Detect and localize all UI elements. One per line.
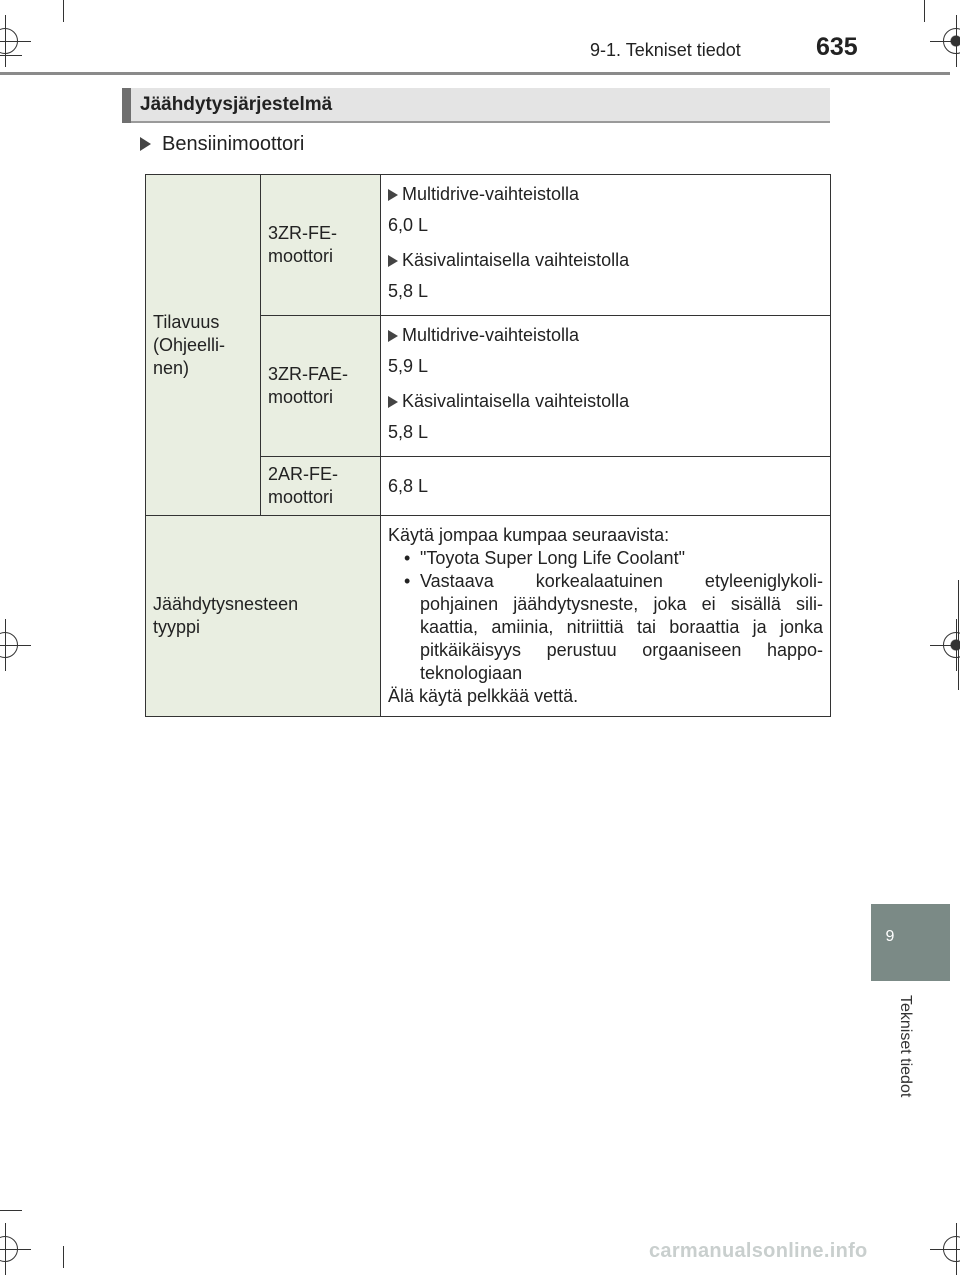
capacity-value: 6,0 L <box>388 215 429 235</box>
watermark: carmanualsonline.info <box>649 1240 868 1262</box>
capacity-value: 5,8 L <box>388 281 429 301</box>
header-divider <box>0 72 950 75</box>
capacity-value: 5,9 L <box>388 356 429 376</box>
section-header: 9-1. Tekniset tiedot <box>590 40 741 60</box>
arrow-right-icon <box>388 255 398 267</box>
capacity-value-cell <box>381 457 831 516</box>
page-number: 635 <box>816 33 858 61</box>
engine-type-label: Bensiinimoottori <box>162 133 305 155</box>
registration-mark <box>943 28 960 54</box>
crop-mark <box>924 0 925 22</box>
coolant-list <box>388 547 823 685</box>
transmission-label: Käsivalintaisella vaihteistolla <box>402 250 630 270</box>
chapter-number: 9 <box>885 928 895 945</box>
registration-mark <box>0 632 18 658</box>
engine-name-cell <box>261 316 381 457</box>
arrow-right-icon <box>140 137 151 151</box>
transmission-label: Multidrive-vaihteistolla <box>402 325 580 345</box>
coolant-type-cell <box>381 516 831 717</box>
list-item: • "Toyota Super Long Life Coolant" <box>388 547 823 570</box>
capacity-value-cell <box>381 175 831 316</box>
engine-name-cell <box>261 175 381 316</box>
engine-name: 3ZR-FE-moottori <box>268 223 337 266</box>
transmission-label: Multidrive-vaihteistolla <box>402 184 580 204</box>
crop-mark <box>0 1210 22 1211</box>
registration-mark <box>0 1236 18 1262</box>
engine-name-cell <box>261 457 381 516</box>
capacity-label: Tilavuus (Ohjeelli-nen) <box>153 311 226 378</box>
transmission-label: Käsivalintaisella vaihteistolla <box>402 391 630 411</box>
capacity-value-cell <box>381 316 831 457</box>
crop-mark <box>63 1246 64 1268</box>
coolant-warning: Älä käytä pelkkää vettä. <box>388 686 579 706</box>
engine-name: 3ZR-FAE-moottori <box>268 364 349 407</box>
coolant-intro: Käytä jompaa kumpaa seuraavista: <box>388 525 670 545</box>
coolant-label-cell <box>146 516 381 717</box>
table-row <box>146 175 831 316</box>
registration-mark <box>0 28 18 54</box>
arrow-right-icon <box>388 396 398 408</box>
crop-mark <box>0 55 22 56</box>
capacity-value: 5,8 L <box>388 422 429 442</box>
coolant-type-label: Jäähdytysnesteen tyyppi <box>153 594 299 637</box>
section-title: Jäähdytysjärjestelmä <box>140 94 333 115</box>
crop-mark <box>63 0 64 22</box>
capacity-label-cell <box>146 175 261 516</box>
table-row <box>146 516 831 717</box>
section-title-accent <box>122 88 131 123</box>
registration-mark <box>943 1236 960 1262</box>
capacity-value: 6,8 L <box>388 475 429 496</box>
chapter-label: Tekniset tiedot <box>897 995 914 1098</box>
arrow-right-icon <box>388 330 398 342</box>
coolant-spec-table <box>145 174 831 717</box>
crop-mark <box>958 580 959 690</box>
arrow-right-icon <box>388 189 398 201</box>
engine-name: 2AR-FE-moottori <box>268 464 339 507</box>
list-item: • Vastaava korkealaatuinen etyleeniglykoli-pohjainen jäähdytysneste, joka ei sisällä sili-kaattia, amiinia, nitriittiä tai boraattia ja jonka pitkäikäisyys perustuu orgaaniseen happo-teknologiaan <box>388 570 823 685</box>
